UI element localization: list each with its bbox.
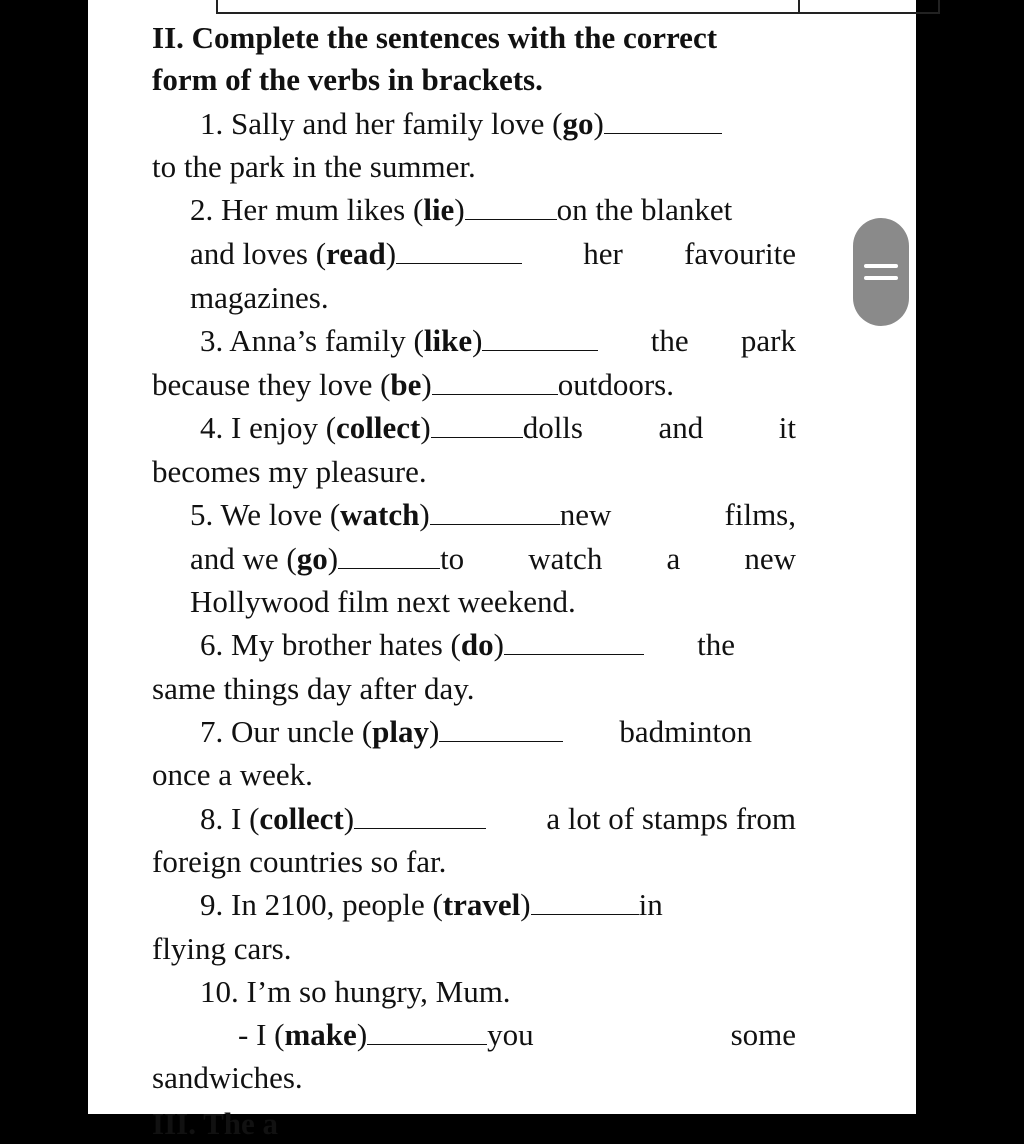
question-1: 1. Sally and her family love (go) [200,104,722,144]
question-7-cont: once a week. [152,757,313,792]
top-table-border [216,0,940,14]
table-divider [798,0,800,12]
question-2: 2. Her mum likes (lie) on the blanket [190,192,733,227]
question-5-line2: and we (go) to watch a new [190,541,796,576]
answer-blank[interactable] [367,1018,487,1045]
question-10: 10. I’m so hungry, Mum. [200,974,511,1009]
question-3-line2: because they love (be) outdoors. [152,367,674,402]
grip-line-icon [864,276,898,280]
worksheet-page [88,0,916,1141]
answer-blank[interactable] [482,324,598,351]
answer-blank[interactable] [430,498,560,525]
question-1-cont: to the park in the summer. [152,149,476,184]
question-2-line2: and loves (read) her favourite [190,236,796,271]
question-2-cont: magazines. [190,280,329,315]
question-9: 9. In 2100, people (travel) in [200,887,663,922]
section-heading-line1: II. Complete the sentences with the correct [152,20,718,55]
question-8: 8. I (collect) a lot of stamps from [200,801,796,836]
scroll-handle[interactable] [853,218,909,326]
answer-blank[interactable] [354,802,486,829]
question-7: 7. Our uncle (play) badminton [200,714,752,749]
answer-blank[interactable] [431,411,523,438]
question-4-cont: becomes my pleasure. [152,454,427,489]
answer-blank[interactable] [531,888,639,915]
question-8-cont: foreign countries so far. [152,844,447,879]
question-9-cont: flying cars. [152,931,292,966]
answer-blank[interactable] [396,237,522,264]
answer-blank[interactable] [465,193,557,220]
answer-blank[interactable] [604,107,722,134]
question-4: 4. I enjoy (collect) dolls and it [200,410,796,445]
question-3: 3. Anna’s family (like) the park [200,323,796,358]
question-5: 5. We love (watch) new films, [190,497,796,532]
question-10-cont: sandwiches. [152,1060,303,1095]
question-5-cont: Hollywood film next weekend. [190,584,576,619]
answer-blank[interactable] [432,368,558,395]
answer-blank[interactable] [504,628,644,655]
question-6: 6. My brother hates (do) the [200,627,735,662]
section-heading-line2: form of the verbs in brackets. [152,62,543,97]
answer-blank[interactable] [338,542,440,569]
grip-line-icon [864,264,898,268]
next-section-heading-cutoff: III. The a [152,1106,279,1141]
question-6-cont: same things day after day. [152,671,475,706]
question-10-line2: - I (make) you some [238,1017,796,1052]
answer-blank[interactable] [439,715,563,742]
